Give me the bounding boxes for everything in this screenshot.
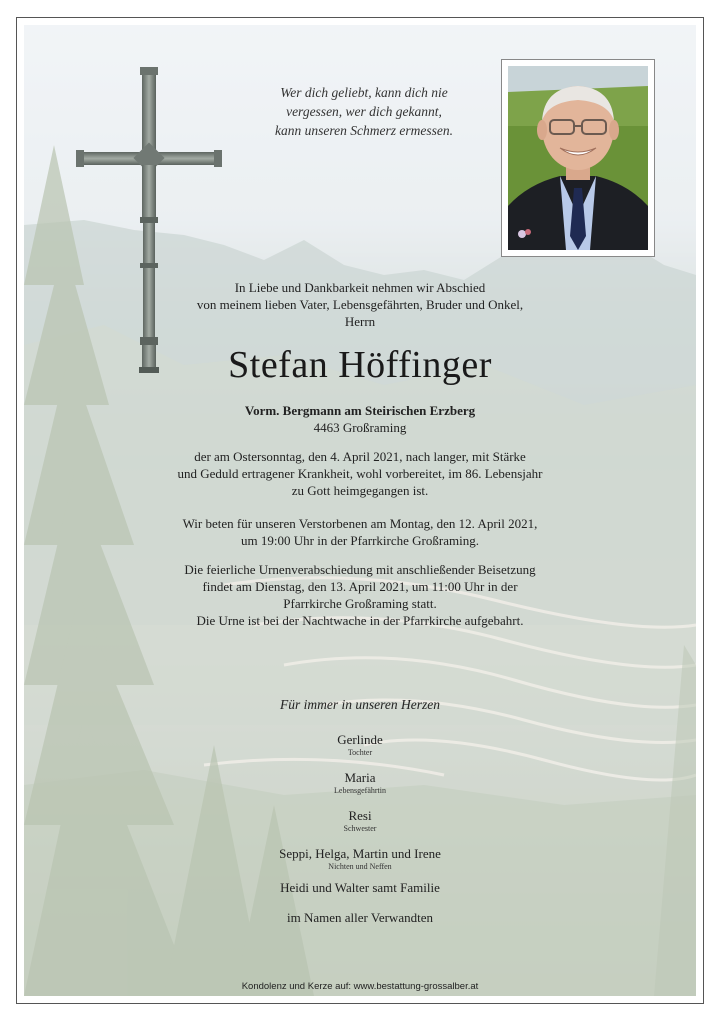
relatives-line: im Namen aller Verwandten — [287, 910, 433, 925]
deceased-title: Vorm. Bergmann am Steirischen Erzberg — [244, 403, 476, 418]
mourner-name: Seppi, Helga, Martin und Irene — [279, 846, 441, 861]
death-notice-line: zu Gott heimgegangen ist. — [291, 483, 429, 498]
funeral-line: Die Urne ist bei der Nachtwache in der Pfarrkirche aufgebahrt. — [196, 613, 524, 628]
intro-line: In Liebe und Dankbarkeit nehmen wir Abschied — [234, 280, 486, 295]
intro — [24, 279, 696, 330]
prayer-line: Wir beten für unseren Verstorbenen am Montag, den 12. April 2021, — [182, 516, 538, 531]
closing-phrase: Für immer in unseren Herzen — [280, 697, 440, 712]
portrait-photo — [501, 59, 655, 257]
funeral-line: findet am Dienstag, den 13. April 2021, um 11:00 Uhr in der — [202, 579, 518, 594]
prayer-line: um 19:00 Uhr in der Pfarrkirche Großraming. — [241, 533, 479, 548]
mourner-relation: Nichten und Neffen — [328, 862, 392, 871]
funeral-notice — [24, 561, 696, 629]
mourner-name: Maria — [344, 770, 376, 785]
intro-line: von meinem lieben Vater, Lebensgefährten, Bruder und Onkel, — [196, 297, 524, 312]
mourner-relation: Lebensgefährtin — [334, 786, 386, 795]
deceased-place: 4463 Großraming — [313, 420, 407, 435]
mourner-item — [24, 769, 696, 796]
quote — [219, 83, 509, 140]
deceased-details — [24, 402, 696, 436]
obituary-content — [24, 25, 696, 996]
mourner-item — [24, 807, 696, 834]
deceased-name: Stefan Höffinger — [228, 344, 492, 386]
mourner-relation: Schwester — [343, 824, 377, 833]
mourner-name: Gerlinde — [337, 732, 383, 747]
death-notice-line: der am Ostersonntag, den 4. April 2021, nach langer, mit Stärke — [194, 449, 526, 464]
prayer-notice — [24, 515, 696, 549]
death-notice-line: und Geduld ertragener Krankheit, wohl vorbereitet, im 86. Lebensjahr — [177, 466, 543, 481]
mourner-item — [24, 845, 696, 872]
mourner-item — [24, 731, 696, 758]
quote-line: kann unseren Schmerz ermessen. — [275, 123, 453, 138]
footer-condolence: Kondolenz und Kerze auf: www.bestattung-grossalber.at — [241, 981, 479, 992]
mourner-relation: Tochter — [347, 748, 373, 757]
death-notice — [24, 448, 696, 499]
funeral-line: Die feierliche Urnenverabschiedung mit anschließender Beisetzung — [184, 562, 536, 577]
mourner-name: Resi — [348, 808, 372, 823]
funeral-line: Pfarrkirche Großraming statt. — [283, 596, 437, 611]
family-line: Heidi und Walter samt Familie — [280, 880, 440, 895]
intro-line: Herrn — [344, 314, 376, 329]
quote-line: vergessen, wer dich gekannt, — [286, 104, 442, 119]
quote-line: Wer dich geliebt, kann dich nie — [280, 85, 448, 100]
